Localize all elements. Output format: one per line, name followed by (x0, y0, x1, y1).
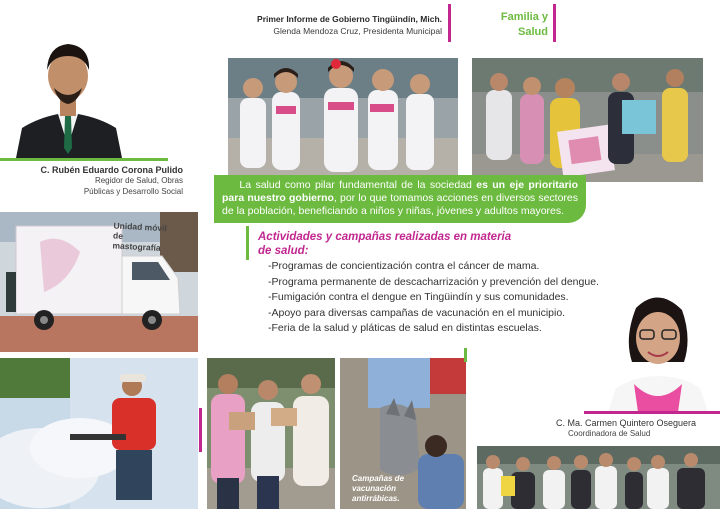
coordinator-role: Coordinadora de Salud (568, 429, 651, 438)
vaccination-caption-line2: vacunación (352, 484, 397, 493)
fumigation-photo (0, 358, 198, 509)
coordinator-name: C. Ma. Carmen Quintero Oseguera (556, 418, 697, 428)
section-label (488, 10, 548, 40)
activity-item: -Apoyo para diversas campañas de vacunación en el municipio. (268, 306, 566, 319)
activities-accent-bar (246, 226, 249, 260)
coordinator-portrait (600, 288, 716, 412)
activities-title-line2: de salud: (258, 245, 309, 257)
coordinator-underline (584, 411, 720, 414)
activity-item: -Programas de concientización contra el cáncer de mama. (268, 260, 540, 272)
regidor-role-line2: Públicas y Desarrollo Social (83, 187, 183, 196)
intro-part2: , por lo que tomamos acciones en diversos sectores de la población, beneficiando a niños y niñas, jóvenes y adultos mayores. (222, 192, 578, 217)
breast-cancer-march-photo (472, 58, 703, 182)
section-label-line2: Salud (518, 26, 548, 38)
vaccination-caption-line3: antirrábicas. (352, 494, 400, 503)
regidor-caption (10, 165, 183, 197)
vaccination-caption-line1: Campañas de (352, 474, 405, 483)
coordinator-caption (556, 418, 716, 439)
vaccination-caption (352, 474, 404, 504)
regidor-portrait (8, 30, 128, 158)
activities-title (258, 230, 511, 258)
vaccination-accent (464, 348, 467, 362)
truck-sign-line1: Unidad móvil (113, 220, 168, 234)
certificates-photo (207, 358, 335, 509)
report-title: Primer Informe de Gobierno Tingüindín, Mich. (257, 14, 442, 24)
portrait-underline (0, 158, 168, 161)
truck-sign-line2: de mastografía (112, 230, 161, 253)
intro-bold: es un eje prioritario para nuestro gobierno (222, 179, 578, 204)
section-divider (553, 4, 556, 42)
activities-list (268, 259, 599, 337)
truck-sign (112, 220, 173, 253)
intro-statement (214, 175, 586, 223)
activity-item: -Feria de la salud y pláticas de salud en distintas escuelas. (268, 322, 542, 334)
report-subtitle: Glenda Mendoza Cruz, Presidenta Municipal (273, 26, 442, 36)
health-fair-photo (477, 446, 720, 509)
dog-vaccination-photo (340, 358, 466, 509)
intro-part1: La salud como pilar fundamental de la sociedad (239, 179, 477, 191)
regidor-role-line1: Regidor de Salud, Obras (94, 176, 183, 185)
fumigation-accent (199, 408, 202, 452)
activity-item: -Programa permanente de descacharrización y prevención del dengue. (268, 275, 599, 288)
activities-title-line1: Actividades y campañas realizadas en materia (258, 231, 512, 243)
regidor-name: C. Rubén Eduardo Corona Pulido (40, 165, 183, 175)
header-divider (448, 4, 451, 42)
mammography-truck-photo (0, 212, 198, 352)
school-children-photo (228, 58, 458, 176)
activity-item: -Fumigación contra el dengue en Tingüindín y sus comunidades. (268, 291, 569, 303)
section-label-line1: Familia y (500, 11, 548, 23)
